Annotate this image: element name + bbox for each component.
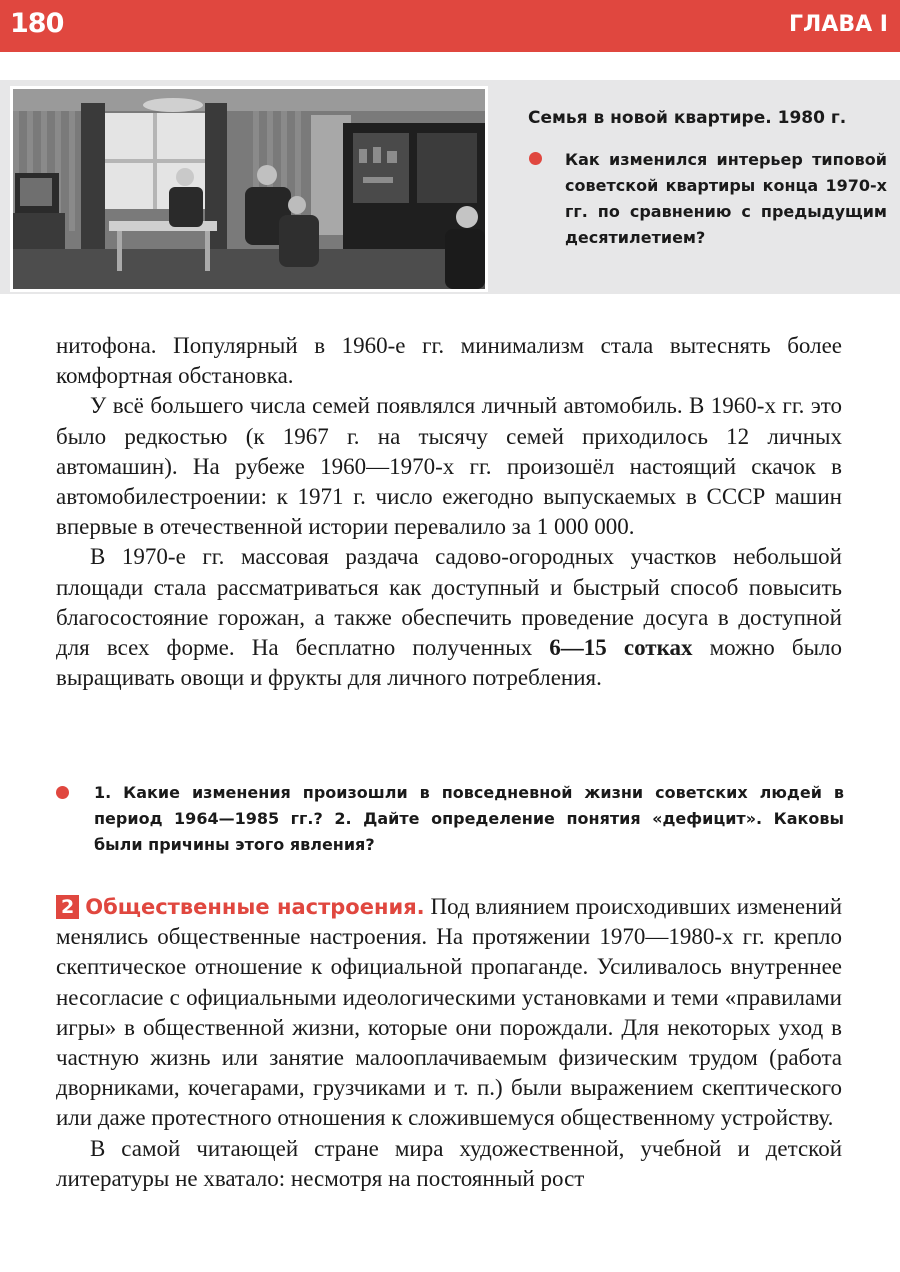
question-number: 2. bbox=[334, 809, 352, 828]
question-text: Дайте определение понятия «дефицит». Каковы были причины этого явления? bbox=[94, 809, 845, 854]
chapter-label: ГЛАВА I bbox=[789, 12, 888, 37]
page-number: 180 bbox=[10, 8, 64, 39]
paragraph-text: В 1970-е гг. массовая раздача садово-огородных участков небольшой площади стала рассматриваться как доступный и быстрый способ повысить благосостояние горожан, а также обеспечить проведение досуга в доступной для всех форме. На бесплатно полученных bbox=[56, 544, 842, 661]
question-text: Какие изменения произошли в повседневной жизни советских людей в период 1964—1985 гг.? bbox=[94, 783, 844, 828]
paragraph-text: можно было выращивать овощи и фрукты для личного потребления. bbox=[56, 635, 842, 691]
section-block bbox=[56, 892, 842, 1194]
paragraph: В самой читающей стране мира художественной, учебной и детской литературы не хватало: несмотря на постоянный рост bbox=[56, 1135, 842, 1191]
paragraph: нитофона. Популярный в 1960-е гг. минимализм стала вытеснять более комфортная обстановка. bbox=[56, 333, 842, 389]
paragraph: У всё большего числа семей появлялся личный автомобиль. В 1960-х гг. это было редкостью (к 1967 г. на тысячу семей приходилось 12 личных автомашин). На рубеже 1960—1970-х гг. произошёл настоящий скачок в автомобилестроении: к 1971 г. число ежегодно выпускаемых в СССР машин впервые в отечественной истории перевалило за 1 000 000. bbox=[56, 393, 842, 540]
page-header bbox=[0, 0, 900, 52]
figure-caption-title: Семья в новой квартире. 1980 г. bbox=[528, 108, 847, 128]
paragraph-plots bbox=[56, 542, 842, 693]
section-number-badge: 2 bbox=[56, 895, 79, 919]
bullet-dot-icon bbox=[56, 786, 69, 799]
section-paragraph bbox=[56, 892, 842, 1134]
review-questions bbox=[94, 780, 844, 858]
question-number: 1. bbox=[94, 783, 112, 802]
photo-illustration bbox=[13, 89, 485, 289]
section-title: Общественные настроения. bbox=[85, 895, 425, 919]
figure-caption-question: Как изменился интерьер типовой советской квартиры конца 1970-х гг. по сравнению с предыдущим десятилетием? bbox=[565, 150, 887, 247]
highlighted-term: 6—15 сотках bbox=[549, 635, 693, 661]
bullet-dot-icon bbox=[529, 152, 542, 165]
family-photo bbox=[10, 86, 488, 292]
section-text: Под влиянием происходивших изменений менялись общественные настроения. На протяжении 1970—1980-х гг. крепло скептическое отношение к официальной пропаганде. Усиливалось внутреннее несогласие с официальными идеологическими установками и теми «правилами игры» в общественной жизни, которые они порождали. Для некоторых уход в частную жизнь или занятие малооплачиваемым физическим трудом (работа дворниками, кочегарами, грузчиками и т. п.) были выражением скептического или даже протестного отношения к сложившемуся общественному устройству. bbox=[56, 894, 842, 1131]
body-text-block bbox=[56, 331, 842, 693]
